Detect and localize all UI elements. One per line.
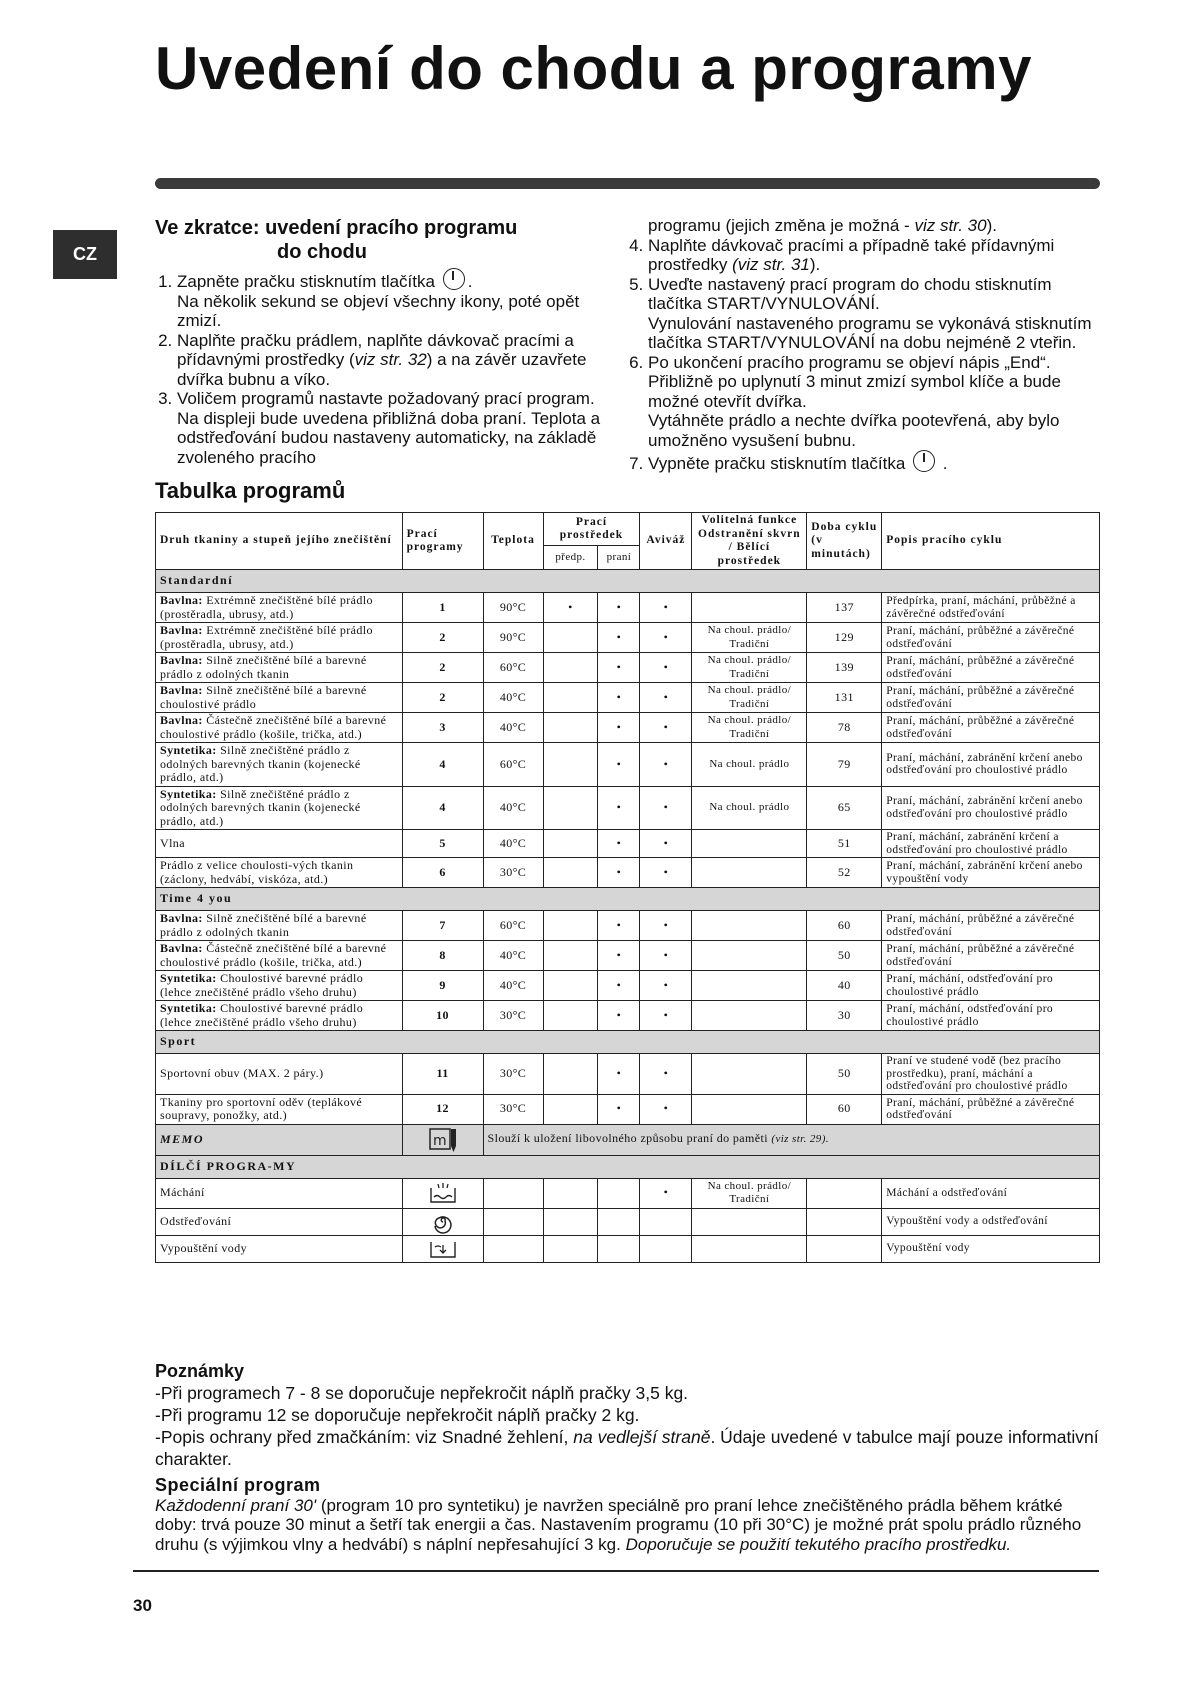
wash-cell: • <box>598 593 640 623</box>
table-row <box>156 941 1100 971</box>
fabric-description: Choulostivé barevné prádlo (lehce znečištěné prádlo všeho druhu) <box>160 1001 364 1029</box>
note-line: -Při programech 7 - 8 se doporučuje nepřekročit náplň pračky 3,5 kg. <box>155 1383 689 1403</box>
cycle-description: Praní, máchání, průběžné a závěrečné odstřeďování <box>882 1094 1100 1124</box>
temperature: 40°C <box>483 971 543 1001</box>
quick-start-left-column <box>155 216 605 467</box>
fabric-type: Bavlna: <box>160 653 203 667</box>
fabric-description: Extrémně znečištěné bílé prádlo (prostěradla, ubrusy, atd.) <box>160 593 373 621</box>
prewash-cell <box>543 683 598 713</box>
optional-cell: Na choul. prádlo/ Tradiční <box>692 623 807 653</box>
fabric-cell <box>156 786 403 830</box>
note-line: -Popis ochrany před zmačkáním: viz Snadné žehlení, na vedlejší straně. Údaje uvedené v tabulce mají pouze informativní charakter. <box>155 1427 1099 1469</box>
duration: 131 <box>807 683 882 713</box>
fabric-cell <box>156 1001 403 1031</box>
note-line: -Při programu 12 se doporučuje nepřekročit náplň pračky 2 kg. <box>155 1405 640 1425</box>
header-softener: Aviváž <box>640 513 692 570</box>
cycle-description: Máchání a odstřeďování <box>882 1178 1100 1208</box>
softener-cell: • <box>640 623 692 653</box>
drain-icon <box>402 1235 483 1262</box>
softener-cell: • <box>640 653 692 683</box>
duration: 60 <box>807 911 882 941</box>
cycle-description: Praní, máchání, průběžné a závěrečné odstřeďování <box>882 623 1100 653</box>
cycle-description: Praní, máchání, odstřeďování pro choulostivé prádlo <box>882 1001 1100 1031</box>
softener-cell: • <box>640 786 692 830</box>
table-row <box>156 1235 1100 1262</box>
table-row <box>156 623 1100 653</box>
language-tab: CZ <box>53 230 117 279</box>
temperature: 60°C <box>483 653 543 683</box>
fabric-description: Silně znečištěné bílé a barevné prádlo z odolných tkanin <box>160 911 367 939</box>
fabric-cell <box>156 623 403 653</box>
wash-cell: • <box>598 911 640 941</box>
table-row <box>156 743 1100 787</box>
cycle-description: Praní, máchání, průběžné a závěrečné odstřeďování <box>882 941 1100 971</box>
cycle-description: Předpírka, praní, máchání, průběžné a závěrečné odstřeďování <box>882 593 1100 623</box>
temperature: 40°C <box>483 683 543 713</box>
spin-icon <box>402 1208 483 1235</box>
fabric-cell <box>156 858 403 888</box>
fabric-type: Bavlna: <box>160 941 203 955</box>
header-description: Popis pracího cyklu <box>882 513 1100 570</box>
program-number: 6 <box>402 858 483 888</box>
table-row <box>156 858 1100 888</box>
program-number: 4 <box>402 786 483 830</box>
softener-cell: • <box>640 683 692 713</box>
optional-cell: Na choul. prádlo <box>692 786 807 830</box>
step-3-continued: programu (jejich změna je možná - viz str. 30). <box>648 216 997 235</box>
quick-start-heading: Ve zkratce: uvedení pracího programu do chodu <box>155 217 518 263</box>
prewash-cell <box>543 713 598 743</box>
optional-cell <box>692 1054 807 1095</box>
standard-rows <box>156 593 1100 888</box>
table-row <box>156 1054 1100 1095</box>
section-row: Time 4 you <box>156 888 1100 911</box>
temperature: 40°C <box>483 830 543 858</box>
cycle-description: Praní, máchání, průběžné a závěrečné odstřeďování <box>882 911 1100 941</box>
optional-cell <box>692 858 807 888</box>
temperature: 60°C <box>483 743 543 787</box>
header-program: Prací programy <box>402 513 483 570</box>
cycle-description: Praní, máchání, průběžné a závěrečné odstřeďování <box>882 713 1100 743</box>
fabric-type: Bavlna: <box>160 911 203 925</box>
optional-cell <box>692 1235 807 1262</box>
program-number: 11 <box>402 1054 483 1095</box>
fabric-cell <box>156 911 403 941</box>
temperature: 90°C <box>483 623 543 653</box>
duration: 79 <box>807 743 882 787</box>
quick-start-steps <box>155 268 605 467</box>
wash-cell <box>598 1178 640 1208</box>
optional-cell <box>692 1001 807 1031</box>
memo-label: MEMO <box>156 1124 403 1155</box>
fabric-description: Silně znečištěné bílé a barevné choulostivé prádlo <box>160 683 367 711</box>
step-7: 7. Vypněte pračku stisknutím tlačítka . <box>648 450 1106 474</box>
cycle-description: Vypouštění vody <box>882 1235 1100 1262</box>
softener-cell: • <box>640 1001 692 1031</box>
fabric-type: Bavlna: <box>160 593 203 607</box>
prewash-cell <box>543 743 598 787</box>
softener-cell <box>640 1208 692 1235</box>
fabric-cell <box>156 713 403 743</box>
step-1: 1. Zapněte pračku stisknutím tlačítka . Na několik sekund se objeví všechny ikony, poté opět zmizí. <box>177 268 605 331</box>
cycle-description: Praní, máchání, odstřeďování pro choulostivé prádlo <box>882 971 1100 1001</box>
fabric-type: Syntetika: <box>160 971 217 985</box>
header-prewash: předp. <box>543 546 598 570</box>
fabric-type: Bavlna: <box>160 623 203 637</box>
program-number: 10 <box>402 1001 483 1031</box>
optional-cell: Na choul. prádlo/ Tradiční <box>692 653 807 683</box>
footer-divider <box>133 1570 1099 1572</box>
wash-cell: • <box>598 653 640 683</box>
temperature: 30°C <box>483 1054 543 1095</box>
fabric-type: Bavlna: <box>160 713 203 727</box>
temperature <box>483 1235 543 1262</box>
fabric-cell <box>156 653 403 683</box>
wash-cell: • <box>598 786 640 830</box>
notes-heading: Poznámky <box>155 1361 245 1381</box>
page-title: Uvedení do chodu a programy <box>155 35 1032 102</box>
fabric-type: Syntetika: <box>160 786 217 801</box>
step-2: 2. Naplňte pračku prádlem, naplňte dávkovač pracími a přídavnými prostředky (viz str. 32) a na závěr uzavřete dvířka bubnu a víko. <box>177 331 605 390</box>
table-row <box>156 911 1100 941</box>
table-row <box>156 593 1100 623</box>
partial-program-name: Odstřeďování <box>156 1208 403 1235</box>
optional-cell <box>692 830 807 858</box>
softener-cell: • <box>640 858 692 888</box>
optional-cell <box>692 593 807 623</box>
temperature: 40°C <box>483 713 543 743</box>
fabric-description: Částečně znečištěné bílé a barevné choulostivé prádlo (košile, trička, atd.) <box>160 941 387 969</box>
program-number: 2 <box>402 683 483 713</box>
softener-cell: • <box>640 911 692 941</box>
duration: 65 <box>807 786 882 830</box>
program-number: 7 <box>402 911 483 941</box>
optional-cell: Na choul. prádlo/ Tradiční <box>692 1178 807 1208</box>
fabric-cell <box>156 971 403 1001</box>
wash-cell: • <box>598 830 640 858</box>
prewash-cell <box>543 971 598 1001</box>
cycle-description: Praní, máchání, zabránění krčení anebo vypouštění vody <box>882 858 1100 888</box>
rinse-icon <box>402 1178 483 1208</box>
program-table-heading: Tabulka programů <box>155 478 346 503</box>
duration <box>807 1235 882 1262</box>
optional-cell <box>692 941 807 971</box>
program-number: 9 <box>402 971 483 1001</box>
duration: 40 <box>807 971 882 1001</box>
table-row <box>156 683 1100 713</box>
header-wash: praní <box>598 546 640 570</box>
partial-program-name: Vypouštění vody <box>156 1235 403 1262</box>
fabric-cell <box>156 1054 403 1095</box>
table-row <box>156 971 1100 1001</box>
duration <box>807 1208 882 1235</box>
prewash-cell <box>543 623 598 653</box>
program-number: 12 <box>402 1094 483 1124</box>
cycle-description: Praní, máchání, zabránění krčení a odstřeďování pro choulostivé prádlo <box>882 830 1100 858</box>
prewash-cell <box>543 1001 598 1031</box>
power-icon <box>913 450 935 472</box>
temperature: 30°C <box>483 1001 543 1031</box>
fabric-description: Silně znečištěné prádlo z odolných barevných tkanin (kojenecké prádlo, atd.) <box>160 743 361 784</box>
duration: 78 <box>807 713 882 743</box>
prewash-cell <box>543 786 598 830</box>
sport-rows <box>156 1054 1100 1125</box>
duration <box>807 1178 882 1208</box>
softener-cell: • <box>640 743 692 787</box>
program-number: 1 <box>402 593 483 623</box>
prewash-cell <box>543 1208 598 1235</box>
wash-cell <box>598 1208 640 1235</box>
fabric-description: Vlna <box>160 835 185 850</box>
temperature: 30°C <box>483 1094 543 1124</box>
fabric-description: Silně znečištěné bílé a barevné prádlo z odolných tkanin <box>160 653 367 681</box>
softener-cell: • <box>640 1178 692 1208</box>
fabric-description: Tkaniny pro sportovní oděv (teplákové soupravy, ponožky, atd.) <box>160 1094 363 1122</box>
table-row <box>156 830 1100 858</box>
fabric-cell <box>156 830 403 858</box>
fabric-description: Choulostivé barevné prádlo (lehce znečištěné prádlo všeho druhu) <box>160 971 364 999</box>
optional-cell: Na choul. prádlo/ Tradiční <box>692 713 807 743</box>
duration: 139 <box>807 653 882 683</box>
softener-cell: • <box>640 1054 692 1095</box>
step-4: 4. Naplňte dávkovač pracími a případně také přídavnými prostředky (viz str. 31). <box>648 236 1106 275</box>
prewash-cell <box>543 1235 598 1262</box>
duration: 30 <box>807 1001 882 1031</box>
step-3: 3. Voličem programů nastavte požadovaný prací program. Na displeji bude uvedena přibližná doba praní. Teplota a odstřeďování budou nastaveny automaticky, na základě zvoleného pracího <box>177 389 605 467</box>
duration: 137 <box>807 593 882 623</box>
quick-start-right-column <box>626 216 1106 474</box>
cycle-description: Praní, máchání, zabránění krčení anebo odstřeďování pro choulostivé prádlo <box>882 743 1100 787</box>
wash-cell: • <box>598 1001 640 1031</box>
fabric-cell <box>156 593 403 623</box>
duration: 52 <box>807 858 882 888</box>
table-row <box>156 653 1100 683</box>
duration: 129 <box>807 623 882 653</box>
fabric-cell <box>156 743 403 787</box>
fabric-description: Prádlo z velice choulosti-vých tkanin (záclony, hedvábí, viskóza, atd.) <box>160 858 354 886</box>
prewash-cell <box>543 941 598 971</box>
cycle-description: Vypouštění vody a odstřeďování <box>882 1208 1100 1235</box>
wash-cell <box>598 1235 640 1262</box>
table-header-row <box>156 513 1100 546</box>
prewash-cell <box>543 1094 598 1124</box>
fabric-type: Syntetika: <box>160 743 217 757</box>
wash-cell: • <box>598 713 640 743</box>
wash-cell: • <box>598 1054 640 1095</box>
special-heading: Speciální program <box>155 1475 321 1495</box>
fabric-cell <box>156 1094 403 1124</box>
softener-cell: • <box>640 593 692 623</box>
header-fabric: Druh tkaniny a stupeň jejího znečištění <box>156 513 403 570</box>
section-row: Standardní <box>156 570 1100 593</box>
wash-cell: • <box>598 941 640 971</box>
fabric-description: Silně znečištěné prádlo z odolných barevných tkanin (kojenecké prádlo, atd.) <box>160 786 361 828</box>
special-program <box>155 1476 1100 1554</box>
prewash-cell: • <box>543 593 598 623</box>
fabric-description: Extrémně znečištěné bílé prádlo (prostěradla, ubrusy, atd.) <box>160 623 373 651</box>
memo-icon <box>402 1124 483 1155</box>
duration: 51 <box>807 830 882 858</box>
optional-cell <box>692 1094 807 1124</box>
optional-cell <box>692 971 807 1001</box>
title-divider <box>155 178 1100 189</box>
duration: 50 <box>807 941 882 971</box>
table-row <box>156 1178 1100 1208</box>
temperature: 60°C <box>483 911 543 941</box>
wash-cell: • <box>598 971 640 1001</box>
temperature: 90°C <box>483 593 543 623</box>
prewash-cell <box>543 1054 598 1095</box>
temperature <box>483 1208 543 1235</box>
optional-cell: Na choul. prádlo <box>692 743 807 787</box>
header-optional: Volitelná funkce Odstranění skvrn / Bělící prostředek <box>692 513 807 570</box>
svg-text:m: m <box>432 1132 447 1149</box>
partial-program-name: Máchání <box>156 1178 403 1208</box>
fabric-type: Bavlna: <box>160 683 203 697</box>
program-number: 2 <box>402 623 483 653</box>
table-row <box>156 1094 1100 1124</box>
table-row <box>156 786 1100 830</box>
prewash-cell <box>543 1178 598 1208</box>
softener-cell: • <box>640 830 692 858</box>
special-text: Každodenní praní 30' (program 10 pro syntetiku) je navržen speciálně pro praní lehce znečištěného prádla během krátké doby: trvá pouze 30 minut a šetří tak energii a čas. Nastavením programu (10 při 30°C) je možné prát spolu prádlo různého druhu (s výjimkou vlny a hedvábí) s náplní nepřesahující 3 kg. Doporučuje se použití tekutého pracího prostředku. <box>155 1495 1082 1554</box>
wash-cell: • <box>598 1094 640 1124</box>
table-row <box>156 1001 1100 1031</box>
program-number: 3 <box>402 713 483 743</box>
temperature <box>483 1178 543 1208</box>
section-row: DÍLČÍ PROGRA-MY <box>156 1155 1100 1178</box>
memo-row <box>156 1124 1100 1155</box>
program-number: 2 <box>402 653 483 683</box>
prewash-cell <box>543 653 598 683</box>
program-number: 5 <box>402 830 483 858</box>
fabric-description: Sportovní obuv (MAX. 2 páry.) <box>160 1066 324 1080</box>
softener-cell: • <box>640 713 692 743</box>
softener-cell: • <box>640 941 692 971</box>
optional-cell: Na choul. prádlo/ Tradiční <box>692 683 807 713</box>
temperature: 40°C <box>483 941 543 971</box>
section-row: Sport <box>156 1031 1100 1054</box>
wash-cell: • <box>598 858 640 888</box>
softener-cell: • <box>640 1094 692 1124</box>
notes <box>155 1360 1100 1470</box>
prewash-cell <box>543 858 598 888</box>
optional-cell <box>692 911 807 941</box>
duration: 50 <box>807 1054 882 1095</box>
softener-cell <box>640 1235 692 1262</box>
header-temp: Teplota <box>483 513 543 570</box>
wash-cell: • <box>598 623 640 653</box>
temperature: 40°C <box>483 786 543 830</box>
table-row <box>156 1208 1100 1235</box>
header-detergent: Prací prostředek <box>543 513 640 546</box>
step-6: 6. Po ukončení pracího programu se objeví nápis „End“. Přibližně po uplynutí 3 minut zmizí symbol klíče a bude možné otevřít dvířka. Vytáhněte prádlo a nechte dvířka pootevřená, aby bylo umožněno vysušení bubnu. <box>648 353 1106 451</box>
prewash-cell <box>543 911 598 941</box>
quick-start-steps-continued <box>626 236 1106 474</box>
temperature: 30°C <box>483 858 543 888</box>
page-number: 30 <box>133 1596 152 1615</box>
softener-cell: • <box>640 971 692 1001</box>
time4you-rows <box>156 911 1100 1031</box>
fabric-cell <box>156 941 403 971</box>
optional-cell <box>692 1208 807 1235</box>
fabric-cell <box>156 683 403 713</box>
wash-cell: • <box>598 743 640 787</box>
table-row <box>156 713 1100 743</box>
partial-rows <box>156 1178 1100 1262</box>
program-number: 4 <box>402 743 483 787</box>
wash-cell: • <box>598 683 640 713</box>
prewash-cell <box>543 830 598 858</box>
header-duration: Doba cyklu (v minutách) <box>807 513 882 570</box>
program-number: 8 <box>402 941 483 971</box>
cycle-description: Praní ve studené vodě (bez pracího prostředku), praní, máchání a odstřeďování pro choulostivé prádlo <box>882 1054 1100 1095</box>
fabric-description: Částečně znečištěné bílé a barevné choulostivé prádlo (košile, trička, atd.) <box>160 713 387 741</box>
cycle-description: Praní, máchání, průběžné a závěrečné odstřeďování <box>882 683 1100 713</box>
power-icon <box>443 268 465 290</box>
duration: 60 <box>807 1094 882 1124</box>
cycle-description: Praní, máchání, průběžné a závěrečné odstřeďování <box>882 653 1100 683</box>
step-5: 5. Uveďte nastavený prací program do chodu stisknutím tlačítka START/VYNULOVÁNÍ. Vynulování nastaveného programu se vykonává stisknutím tlačítka START/VYNULOVÁNÍ na dobu nejméně 2 vteřin. <box>648 275 1106 353</box>
fabric-type: Syntetika: <box>160 1001 217 1015</box>
memo-text: Slouží k uložení libovolného způsobu praní do paměti (viz str. 29). <box>483 1124 1099 1155</box>
cycle-description: Praní, máchání, zabránění krčení anebo odstřeďování pro choulostivé prádlo <box>882 786 1100 830</box>
program-table <box>155 512 1100 1263</box>
